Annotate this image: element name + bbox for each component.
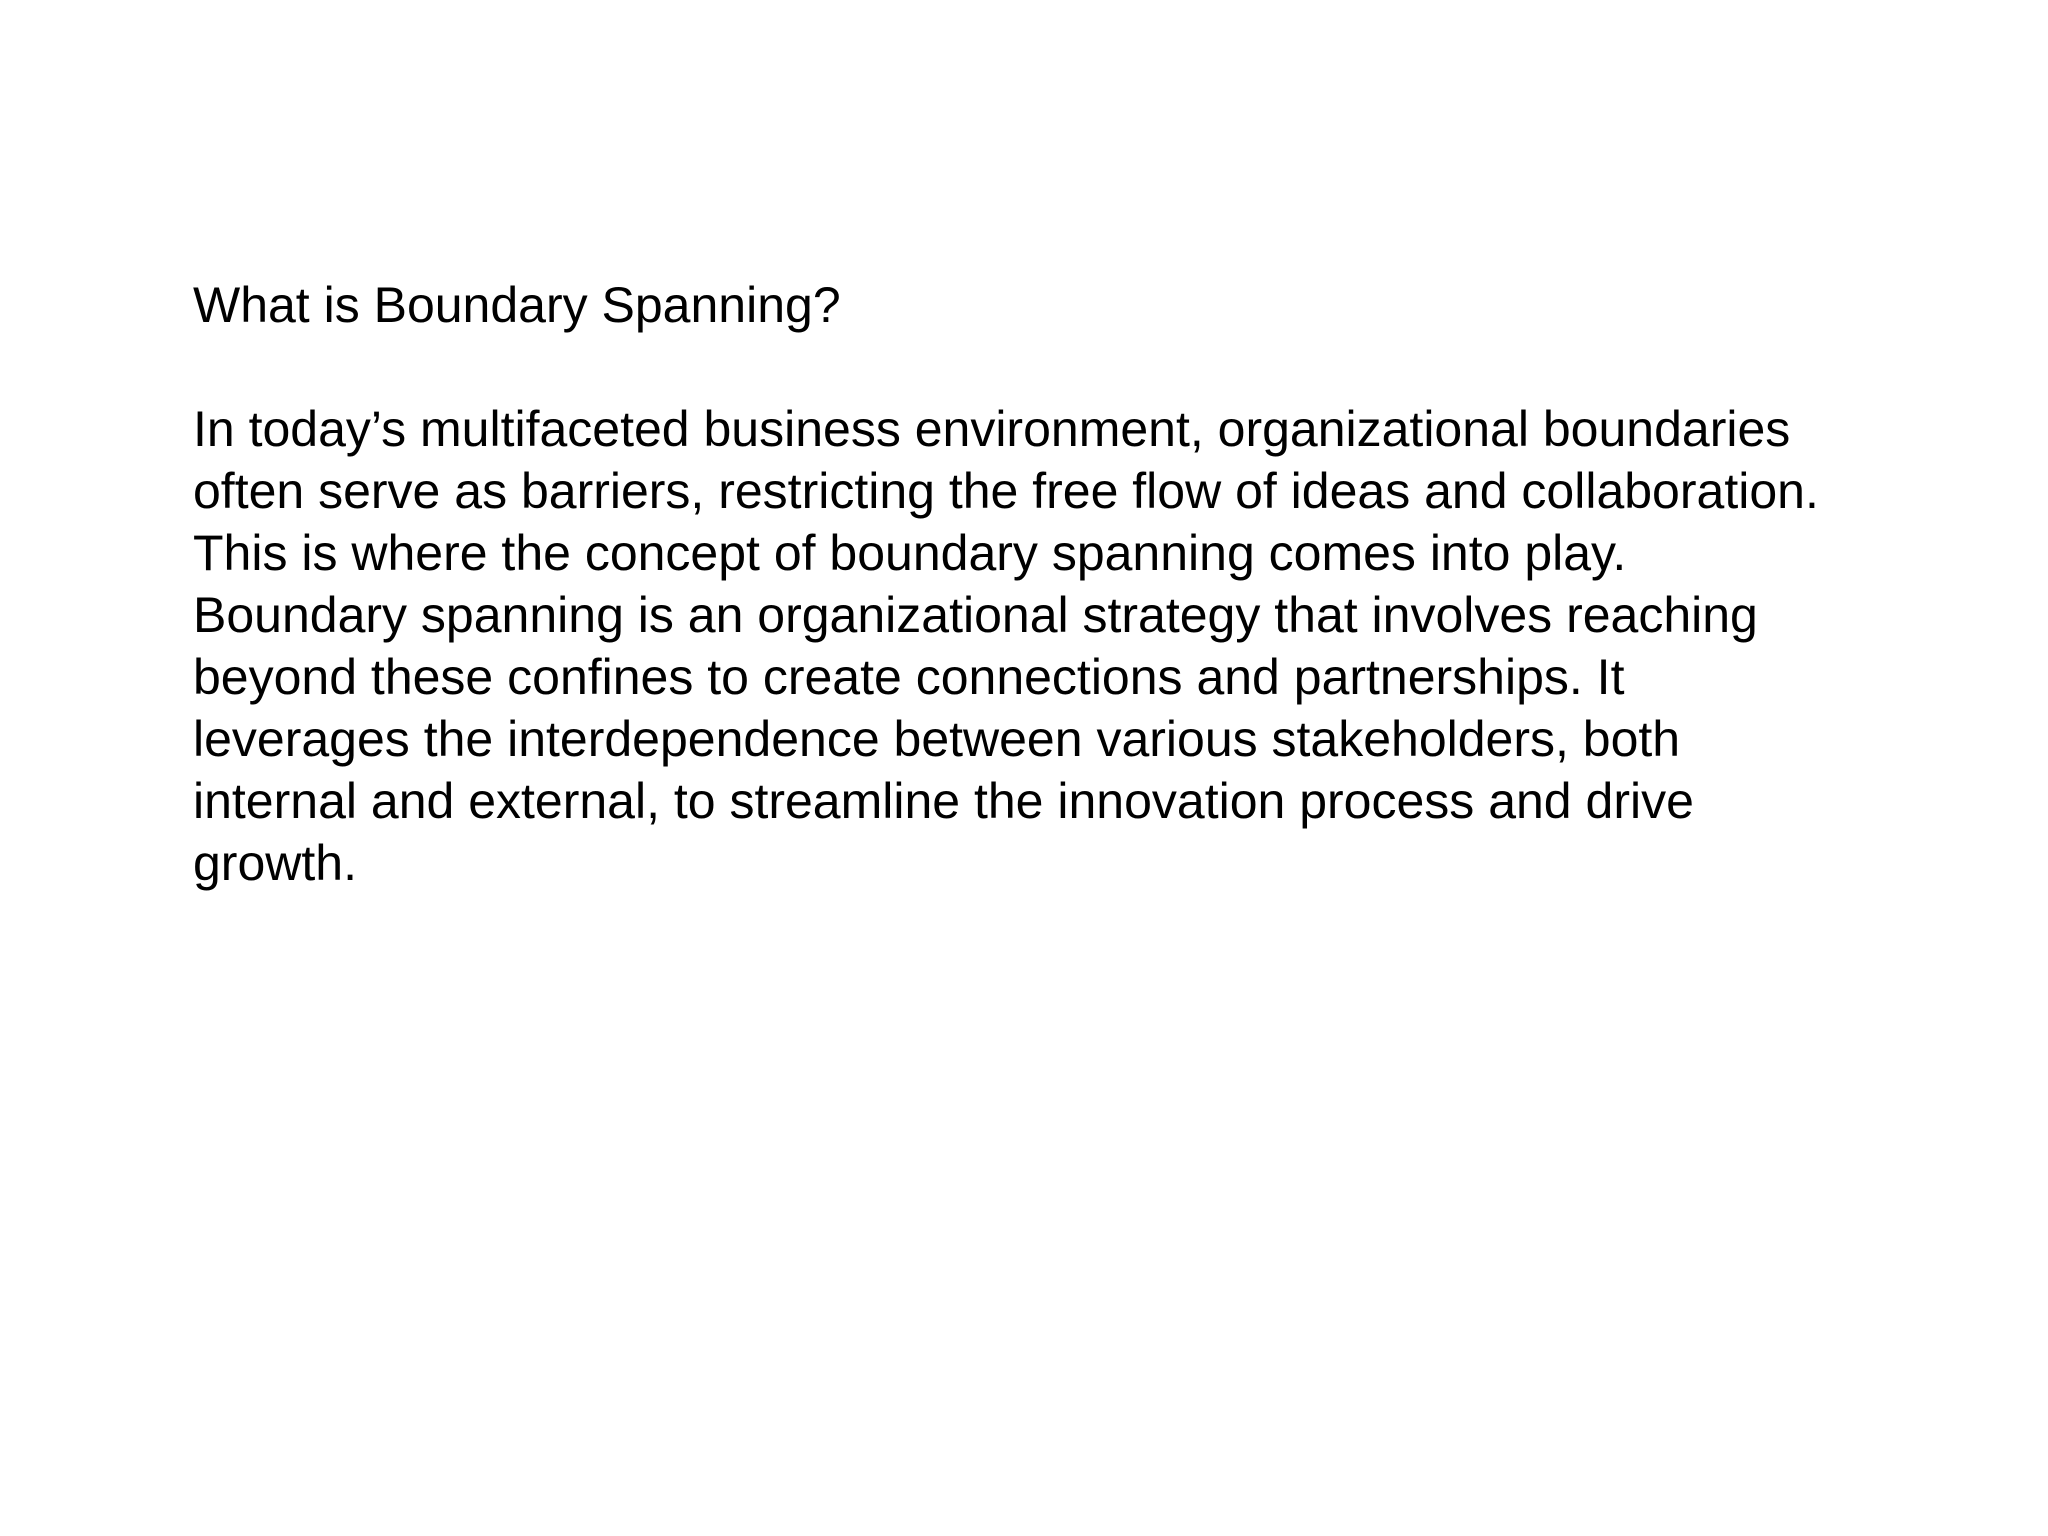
paragraph-line: Boundary spanning is an organizational strategy that involves reaching: [193, 587, 1758, 643]
document-content: [193, 274, 1913, 894]
paragraph-line: In today’s multifaceted business environment, organizational boundaries: [193, 401, 1791, 457]
paragraph-line: growth.: [193, 835, 357, 891]
paragraph-line: internal and external, to streamline the innovation process and drive: [193, 773, 1694, 829]
paragraph-line: leverages the interdependence between various stakeholders, both: [193, 711, 1681, 767]
body-paragraph: [193, 398, 1913, 894]
blank-line: [193, 336, 1913, 398]
paragraph-line: beyond these confines to create connections and partnerships. It: [193, 649, 1625, 705]
paragraph-line: This is where the concept of boundary spanning comes into play.: [193, 525, 1627, 581]
document-title: What is Boundary Spanning?: [193, 277, 841, 333]
paragraph-line: often serve as barriers, restricting the free flow of ideas and collaboration.: [193, 463, 1819, 519]
